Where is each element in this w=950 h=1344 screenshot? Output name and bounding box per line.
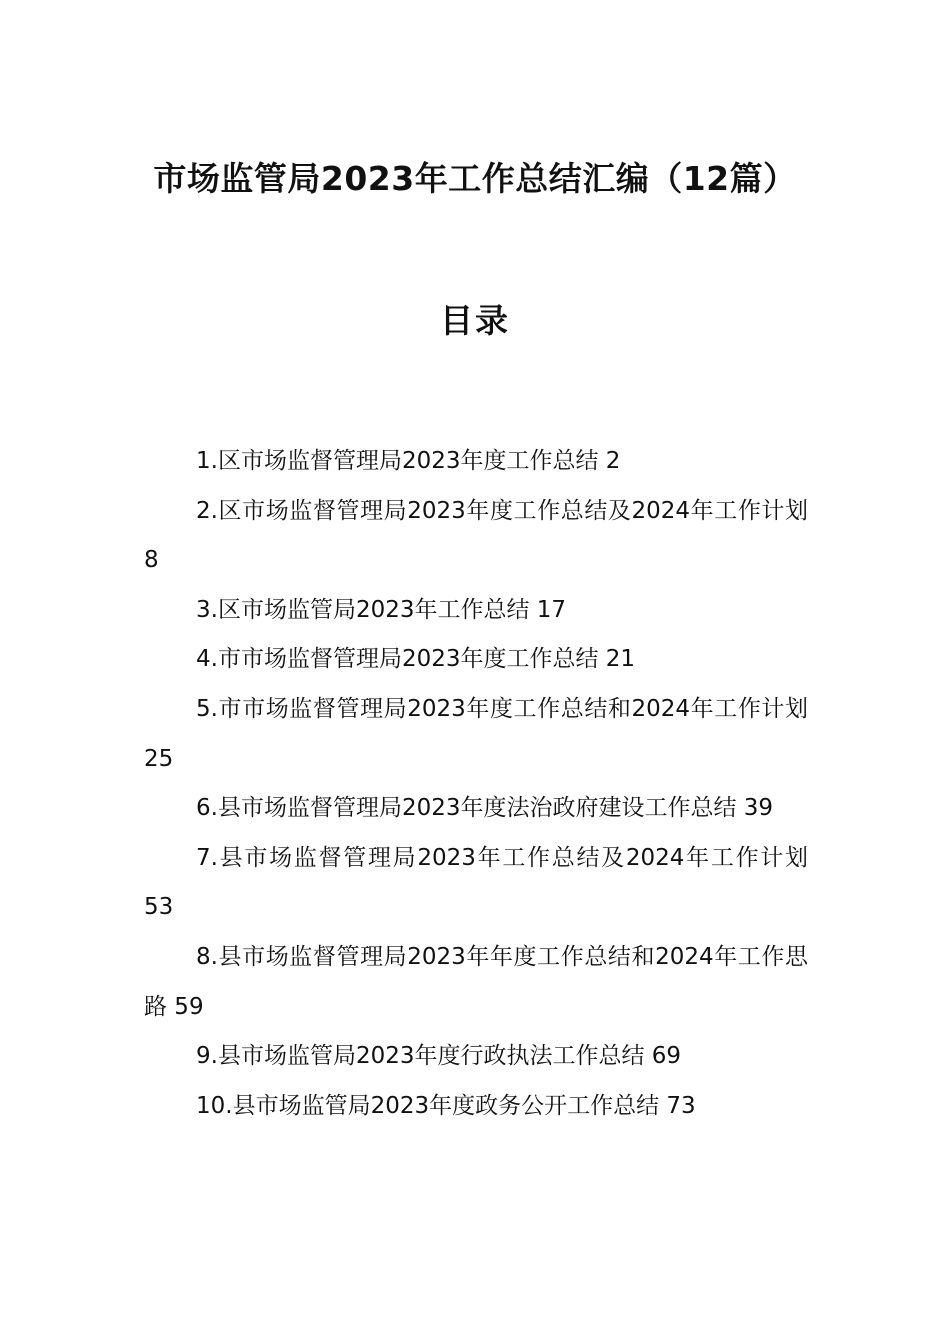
toc-item[interactable]: 9.县市场监管局2023年度行政执法工作总结 69 [196,1043,682,1070]
toc-heading: 目录 [440,301,510,340]
toc-item[interactable]: 4.市市场监督管理局2023年度工作总结 21 [196,646,636,673]
toc-item[interactable]: 8.县市场监督管理局2023年年度工作总结和2024年工作思路 59 [144,943,808,1020]
toc-item[interactable]: 3.区市场监管局2023年工作总结 17 [196,596,567,623]
toc-item[interactable]: 5.市市场监督管理局2023年度工作总结和2024年工作计划 25 [144,695,808,772]
toc-item[interactable]: 10.县市场监管局2023年度政务公开工作总结 73 [196,1092,696,1119]
toc-item[interactable]: 1.区市场监督管理局2023年度工作总结 2 [196,448,621,474]
toc-item[interactable]: 2.区市场监督管理局2023年度工作总结及2024年工作计划 8 [144,497,808,574]
toc-item[interactable]: 6.县市场监督管理局2023年度法治政府建设工作总结 39 [196,795,774,822]
toc-item[interactable]: 7.县市场监督管理局2023年工作总结及2024年工作计划 53 [144,844,808,921]
document-title: 市场监管局2023年工作总结汇编（12篇） [153,159,797,198]
table-of-contents [144,437,808,1131]
